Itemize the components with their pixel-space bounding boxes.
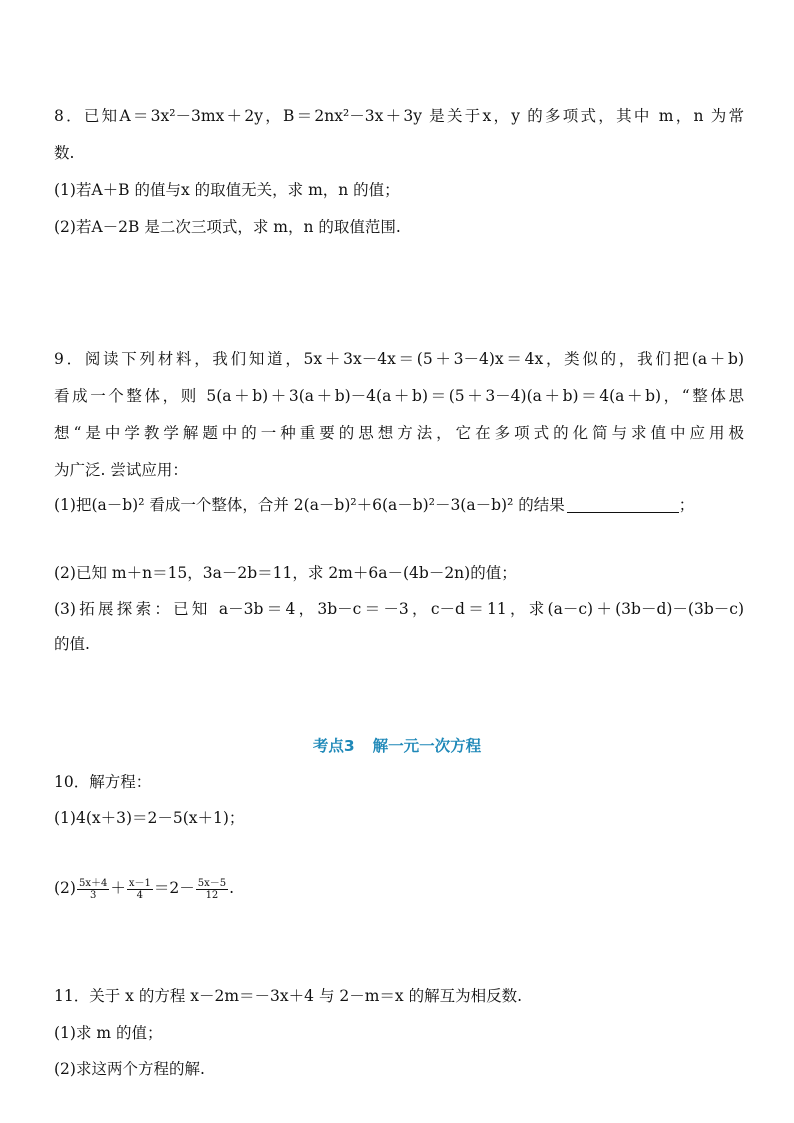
q9-line-2: 看成一个整体，则 5(a＋b)＋3(a＋b)－4(a＋b)＝(5＋3－4)(a＋b)＝4(a＋b)，“整体思 (54, 387, 744, 405)
q9-part-1-text: (1)把(a－b)² 看成一个整体，合并 2(a－b)²＋6(a－b)²－3(a－b)² 的结果 (54, 496, 565, 514)
fraction-2-numerator: x－1 (128, 877, 151, 889)
plus-sign: ＋ (110, 879, 126, 897)
equals-part: ＝2－ (153, 879, 195, 897)
q10-part-2 (54, 875, 234, 901)
q10-part-1: (1)4(x＋3)＝2－5(x＋1)； (54, 809, 245, 827)
fraction-3-numerator: 5x－5 (197, 877, 227, 889)
fraction-1-numerator: 5x＋4 (78, 877, 108, 889)
q10-part-2-prefix: (2) (54, 879, 76, 897)
section-label: 考点3 (312, 737, 355, 755)
q10-part-2-end: . (229, 879, 235, 897)
q9-part-2: (2)已知 m＋n＝15，3a－2b＝11，求 2m＋6a－(4b－2n)的值； (54, 564, 517, 582)
q9-part-1-end: ； (678, 496, 695, 514)
q8-part-1: (1)若A＋B 的值与x 的取值无关，求 m，n 的值； (54, 181, 400, 199)
section-title: 解一元一次方程 (372, 737, 482, 755)
q11-line-1: 11．关于 x 的方程 x－2m＝－3x＋4 与 2－m＝x 的解互为相反数. (54, 987, 523, 1005)
fraction-1-denominator: 3 (89, 889, 97, 901)
q11-part-1: (1)求 m 的值； (54, 1024, 163, 1042)
q9-line-3: 想“是中学教学解题中的一种重要的思想方法，它在多项式的化简与求值中应用极 (54, 424, 744, 442)
q8-line-2: 数. (54, 144, 75, 162)
fraction-1 (77, 878, 109, 901)
q9-part-1 (54, 495, 694, 515)
section-heading (0, 734, 794, 756)
q9-line-4: 为广泛. 尝试应用： (54, 461, 188, 479)
q11-part-2: (2)求这两个方程的解. (54, 1060, 205, 1078)
fraction-2-denominator: 4 (136, 889, 144, 901)
fraction-3-denominator: 12 (205, 889, 219, 901)
fraction-3 (196, 878, 228, 901)
q9-part-3-cont: 的值. (54, 635, 90, 653)
q10-title: 10．解方程： (54, 773, 152, 791)
fraction-2 (127, 878, 153, 901)
q9-part-3: (3)拓展探索：已知 a－3b＝4，3b－c＝－3，c－d＝11，求(a－c)＋(3b－d)－(3b－c) (54, 600, 744, 618)
q9-line-1: 9．阅读下列材料，我们知道，5x＋3x－4x＝(5＋3－4)x＝4x，类似的，我们把(a＋b) (54, 350, 744, 368)
q8-part-2: (2)若A－2B 是二次三项式，求 m，n 的取值范围. (54, 218, 401, 236)
answer-blank[interactable] (567, 496, 679, 513)
q8-line-1: 8．已知A＝3x²－3mx＋2y，B＝2nx²－3x＋3y 是关于x，y 的多项式，其中 m，n 为常 (54, 107, 744, 125)
